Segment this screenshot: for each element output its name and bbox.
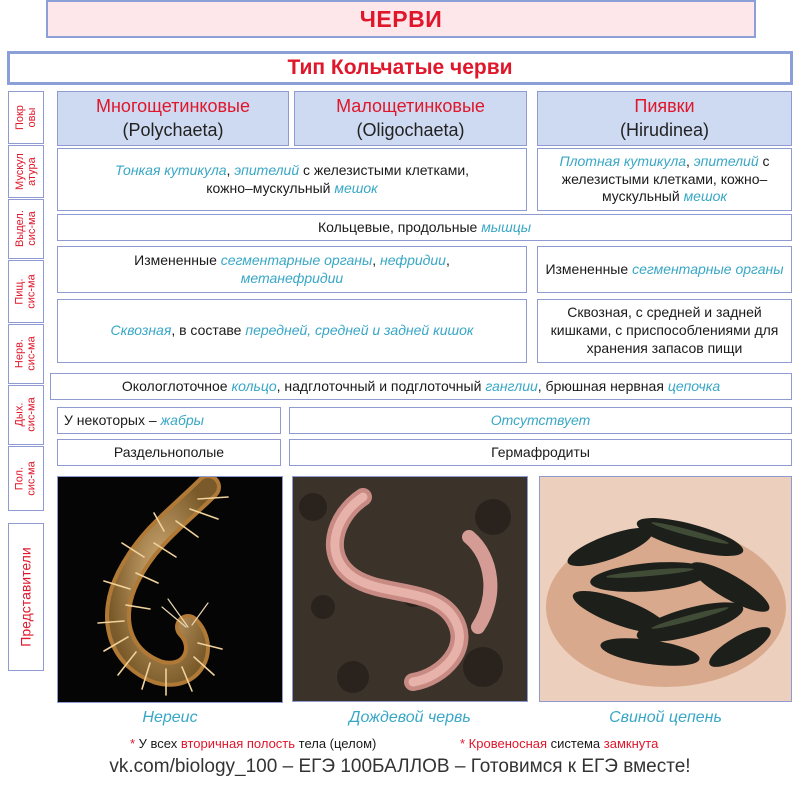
cell-respiratory-other: Отсутствует [289,407,792,434]
column-name: Многощетинковые [96,96,250,116]
nereis-illustration [58,477,283,703]
row-label-muscles: Мускул атура [8,145,44,198]
cell-digestive-worms: Сквозная, в составе передней, средней и задней кишок [57,299,527,363]
cell-covers-leech: Плотная кутикула, эпителий с железистыми клетками, кожно–мускульный мешок [537,148,792,211]
column-header-oligochaeta [294,91,527,146]
row-label-representatives: Представители [8,523,44,671]
page-title: ЧЕРВИ [359,5,443,32]
footnote-right: * Кровеносная система замкнута [460,736,659,751]
column-latin: (Polychaeta) [122,119,224,140]
column-header-hirudinea [537,91,792,146]
caption-leeches: Свиной цепень [609,709,722,726]
phylum-bar [7,51,793,85]
cell-respiratory-poly: У некоторых – жабры [57,407,281,434]
caption-earthworm: Дождевой червь [349,709,471,726]
caption-nereis: Нереис [142,709,198,726]
footer-credit: vk.com/biology_100 – ЕГЭ 100БАЛЛОВ – Готовимся к ЕГЭ вместе! [109,756,691,777]
column-latin: (Oligochaeta) [356,119,465,140]
column-name: Малощетинковые [336,96,485,116]
row-label-excretory: Выдел. сис-ма [8,199,44,259]
cell-nervous-all: Окологлоточное кольцо, надглоточный и подглоточный ганглии, брюшная нервная цепочка [50,373,792,400]
cell-digestive-leech: Сквозная, с средней и задней кишками, с приспособлениями для хранения запасов пищи [537,299,792,363]
cell-muscles-all: Кольцевые, продольные мышцы [57,214,792,241]
leeches-photo [539,476,792,702]
title-banner [46,0,756,38]
row-label-digestive: Пищ. сис-ма [8,260,44,323]
nereis-photo [57,476,283,703]
cell-covers-worms: Тонкая кутикула, эпителий с железистыми клетками, кожно–мускульный мешок [57,148,527,211]
footnote-left: * У всех вторичная полость тела (целом) [130,736,377,751]
row-label-respiratory: Дых. сис-ма [8,385,44,445]
column-name: Пиявки [634,96,695,116]
cell-excretory-worms: Измененные сегментарные органы, нефридии, метанефридии [57,246,527,293]
earthworm-illustration [293,477,528,702]
leeches-illustration [540,477,792,702]
row-label-nervous: Нерв. сис-ма [8,324,44,384]
row-label-reproductive: Пол. сис-ма [8,446,44,511]
column-header-polychaeta [57,91,289,146]
column-latin: (Hirudinea) [619,119,710,140]
cell-reproductive-poly: Раздельнополые [57,439,281,466]
earthworm-photo [292,476,528,702]
phylum-title: Тип Кольчатые черви [287,56,513,79]
cell-reproductive-other: Гермафродиты [289,439,792,466]
row-label-covers: Покр овы [8,91,44,144]
cell-excretory-leech: Измененные сегментарные органы [537,246,792,293]
